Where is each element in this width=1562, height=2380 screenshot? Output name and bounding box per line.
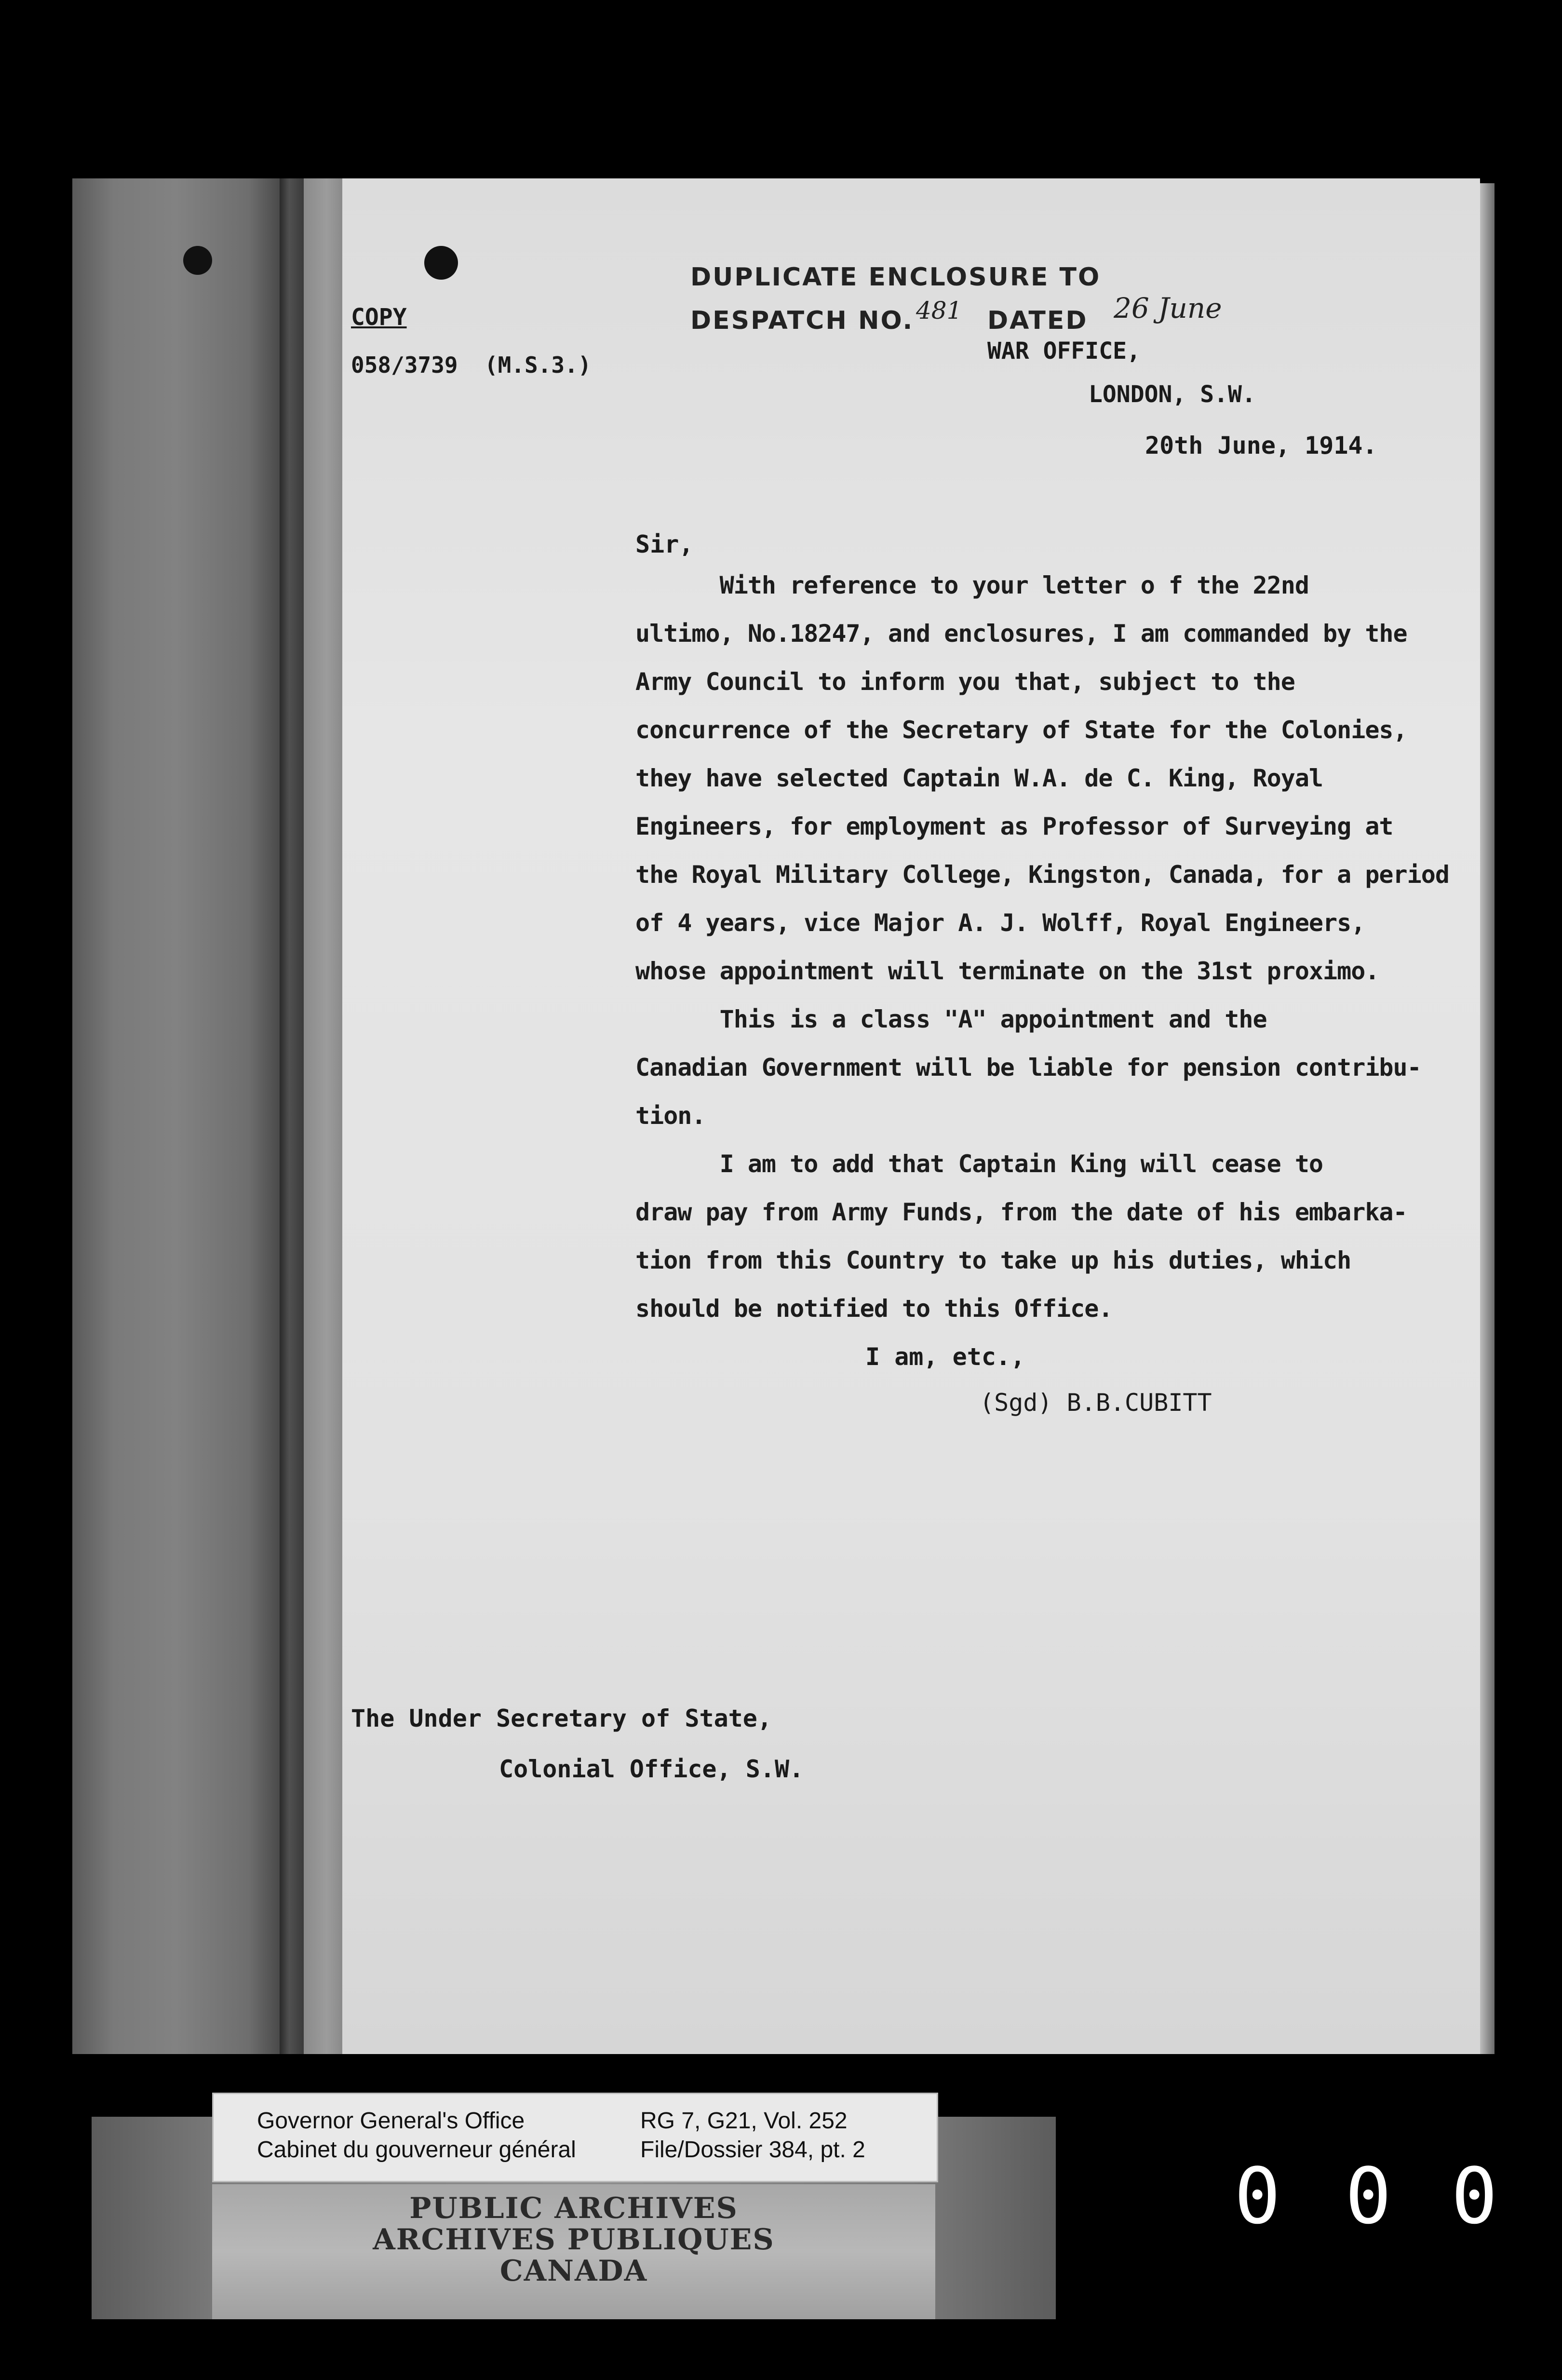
- punch-hole-right: [424, 246, 458, 280]
- sender-office: WAR OFFICE,: [987, 338, 1141, 365]
- letter-line: they have selected Captain W.A. de C. King, Royal: [635, 764, 1323, 792]
- letter-line: I am to add that Captain King will cease to: [635, 1150, 1323, 1178]
- archive-stamp-line3: CANADA: [499, 2254, 648, 2288]
- page-edge-shadow: [1480, 183, 1495, 2054]
- letter-line: should be notified to this Office.: [635, 1295, 1113, 1323]
- sender-city: LONDON, S.W.: [1089, 381, 1256, 408]
- letter-line: draw pay from Army Funds, from the date of his embarka-: [635, 1198, 1407, 1226]
- letter-line: of 4 years, vice Major A. J. Wolff, Royal Engineers,: [635, 909, 1365, 937]
- label-ref-line2: File/Dossier 384, pt. 2: [640, 2137, 865, 2163]
- enclosure-heading: DUPLICATE ENCLOSURE TO: [690, 263, 1101, 292]
- letter-line: whose appointment will terminate on the 31st proximo.: [635, 957, 1379, 985]
- letter-line: ultimo, No.18247, and enclosures, I am commanded by the: [635, 620, 1407, 648]
- frame-number-digit: 0: [1451, 2151, 1498, 2241]
- letter-line: tion from this Country to take up his duties, which: [635, 1246, 1351, 1274]
- letter-line: With reference to your letter o f the 22nd: [635, 571, 1309, 599]
- despatch-label: DESPATCH NO.: [690, 306, 914, 335]
- despatch-number: 481: [916, 297, 962, 325]
- letter-line: the Royal Military College, Kingston, Canada, for a period: [635, 861, 1449, 889]
- reference-number: 058/3739 (M.S.3.): [351, 352, 592, 378]
- archive-stamp-line1: PUBLIC ARCHIVES: [409, 2191, 738, 2225]
- binder-spine: [280, 178, 304, 2054]
- closing: I am, etc.,: [865, 1343, 1025, 1371]
- frame-number-digit: 0: [1234, 2151, 1281, 2241]
- copy-mark: COPY: [351, 304, 407, 331]
- letter-line: concurrence of the Secretary of State for the Colonies,: [635, 716, 1407, 744]
- letter-line: Engineers, for employment as Professor of Surveying at: [635, 812, 1393, 840]
- label-office-fr: Cabinet du gouverneur général: [257, 2137, 576, 2163]
- letter-date: 20th June, 1914.: [1145, 432, 1377, 460]
- archive-stamp-line2: ARCHIVES PUBLIQUES: [373, 2223, 775, 2257]
- letter-line: Army Council to inform you that, subject to the: [635, 668, 1295, 696]
- frame-number-digit: 0: [1345, 2151, 1392, 2241]
- binder-cover: [72, 178, 280, 2054]
- punch-hole-left: [183, 246, 212, 275]
- dated-label: DATED: [987, 306, 1088, 335]
- letter-line: This is a class "A" appointment and the: [635, 1005, 1267, 1033]
- salutation: Sir,: [635, 530, 694, 558]
- letter-line: tion.: [635, 1102, 706, 1130]
- binder-margin: [304, 178, 342, 2054]
- addressee-line2: Colonial Office, S.W.: [499, 1755, 804, 1783]
- signature: (Sgd) B.B.CUBITT: [980, 1389, 1212, 1417]
- addressee-line1: The Under Secretary of State,: [351, 1704, 772, 1732]
- archive-label-card: [212, 2093, 938, 2182]
- letter-line: Canadian Government will be liable for pension contribu-: [635, 1054, 1421, 1082]
- dated-handwritten: 26 June: [1114, 292, 1222, 325]
- label-ref-line1: RG 7, G21, Vol. 252: [640, 2108, 848, 2134]
- label-office-en: Governor General's Office: [257, 2108, 525, 2134]
